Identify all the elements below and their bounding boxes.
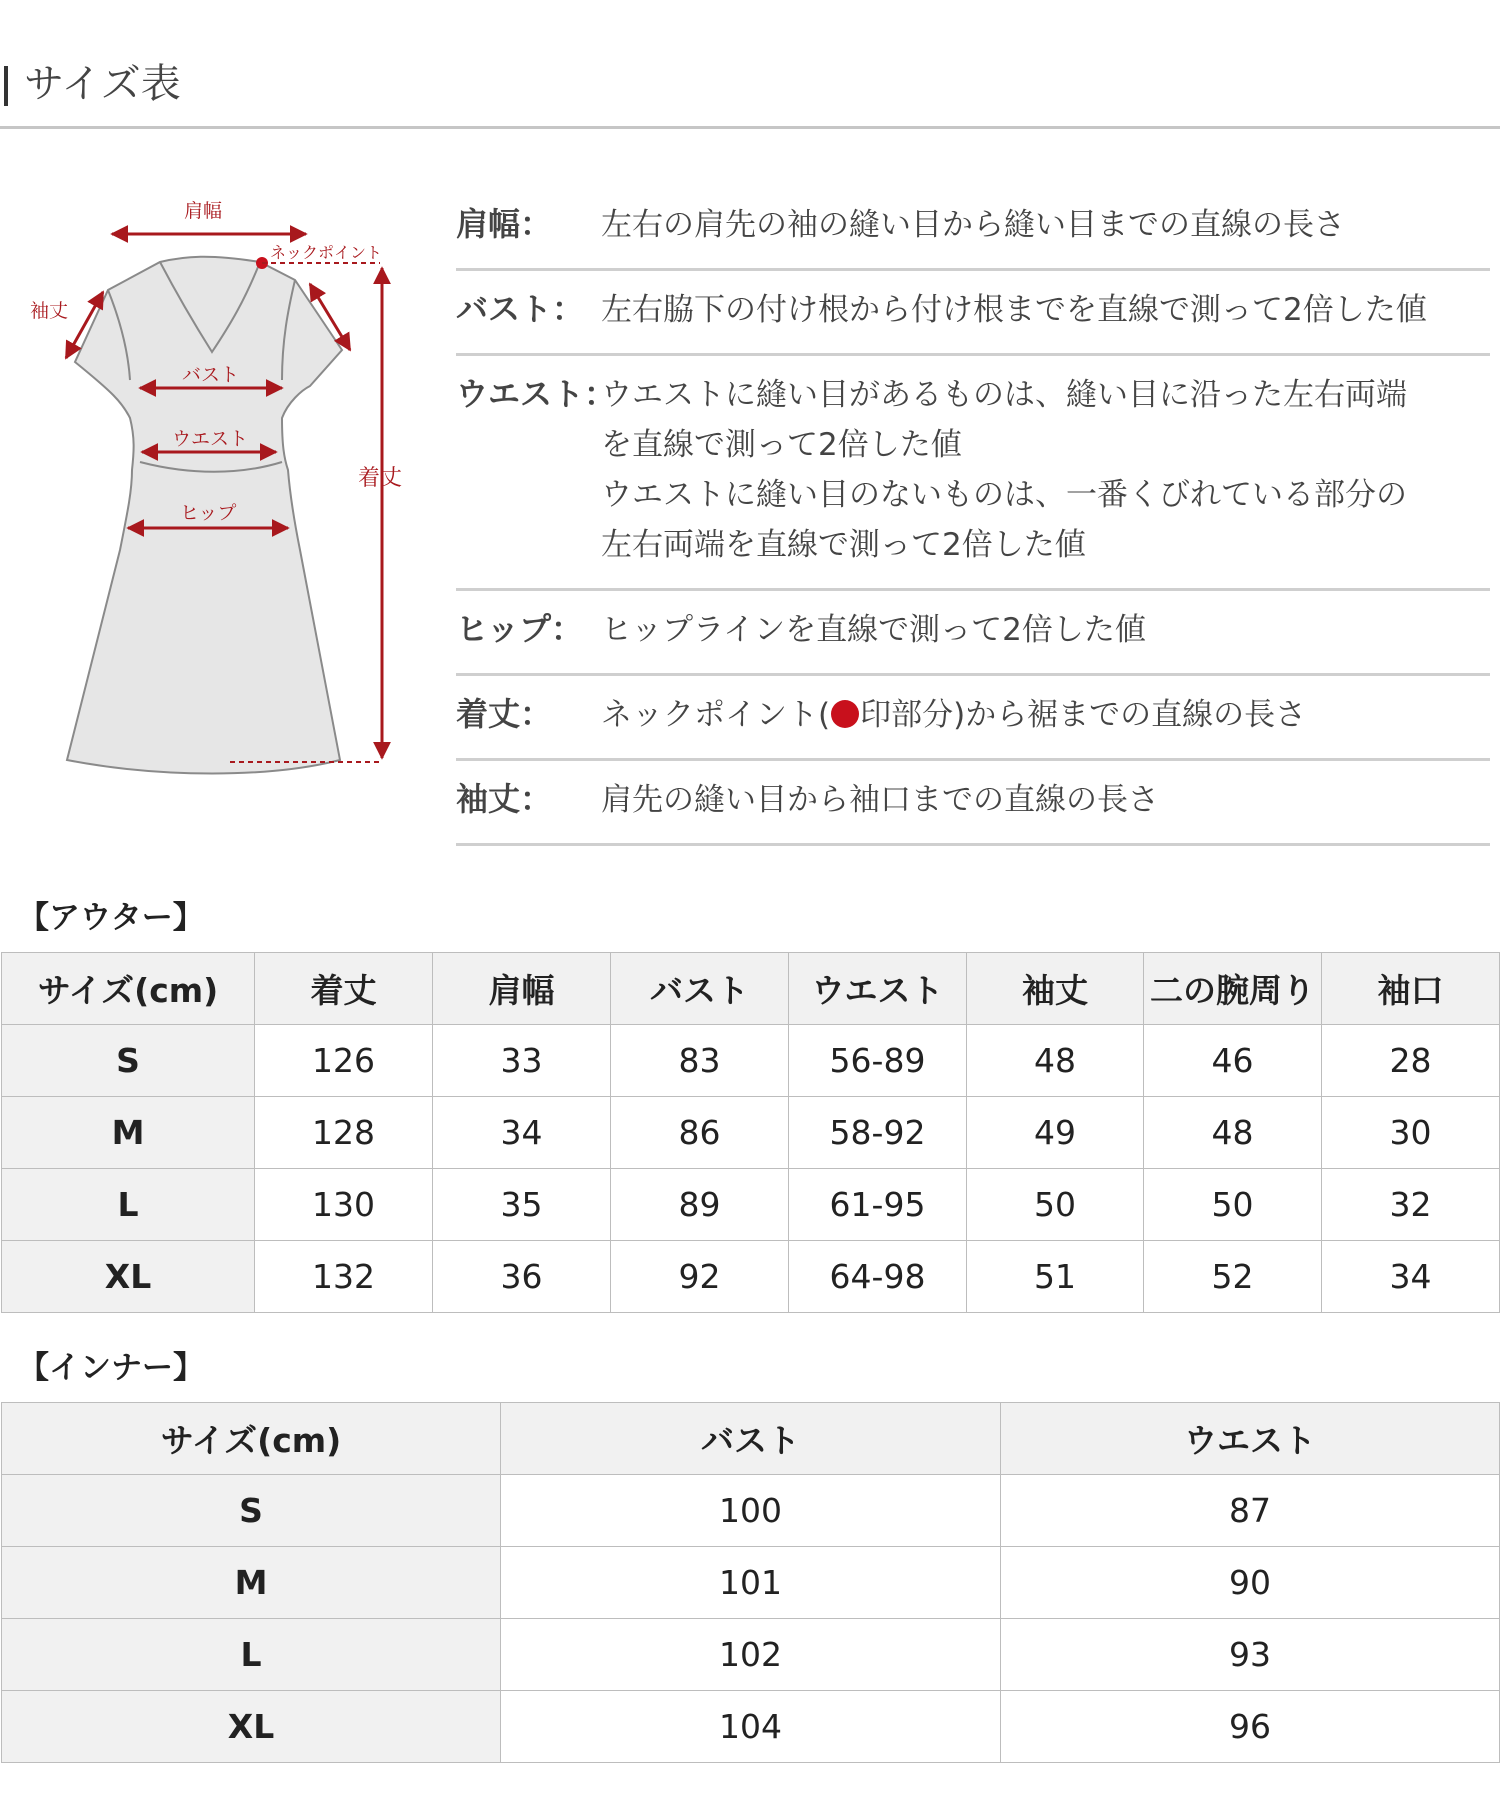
table-cell: 86 [611, 1097, 789, 1169]
table-row [2, 1475, 1500, 1547]
definition-term: 袖丈： [456, 780, 553, 818]
table-cell: 64-98 [789, 1241, 967, 1313]
table-cell: 34 [1322, 1241, 1500, 1313]
definition-text [601, 775, 1490, 825]
table-cell: 51 [967, 1241, 1144, 1313]
definition-shoulder [456, 186, 1490, 271]
column-header: 袖口 [1322, 953, 1500, 1025]
definition-hip [456, 591, 1490, 676]
row-header: S [2, 1025, 255, 1097]
table-cell: 89 [611, 1169, 789, 1241]
figure-label-hip: ヒップ [180, 502, 237, 524]
definition-line: ヒップラインを直線で測って2倍した値 [601, 612, 1146, 648]
table-row [2, 1547, 1500, 1619]
table-cell: 28 [1322, 1025, 1500, 1097]
definition-line: ネックポイント( [601, 697, 831, 733]
row-header: XL [2, 1691, 501, 1763]
definition-line: 印部分)から裾までの直線の長さ [860, 697, 1307, 733]
row-header: L [2, 1619, 501, 1691]
definition-line: 左右両端を直線で測って2倍した値 [601, 527, 1086, 563]
outer-size-table [1, 952, 1500, 1313]
table-cell: 87 [1001, 1475, 1500, 1547]
inner-size-table [1, 1402, 1500, 1763]
row-header: XL [2, 1241, 255, 1313]
table-cell: 50 [1144, 1169, 1322, 1241]
table-row [2, 1097, 1500, 1169]
definition-line: 左右脇下の付け根から付け根までを直線で測って2倍した値 [601, 292, 1427, 328]
table-cell: 126 [255, 1025, 433, 1097]
table-cell: 96 [1001, 1691, 1500, 1763]
definition-text [601, 605, 1490, 655]
definition-term: バスト： [456, 290, 585, 328]
definition-line: を直線で測って2倍した値 [601, 427, 962, 463]
definition-text [601, 285, 1490, 335]
figure-label-sleeve: 袖丈 [30, 300, 69, 322]
definition-text [601, 370, 1490, 570]
table-cell: 100 [501, 1475, 1001, 1547]
table-cell: 83 [611, 1025, 789, 1097]
table-cell: 130 [255, 1169, 433, 1241]
table-cell: 56-89 [789, 1025, 967, 1097]
column-header: 二の腕周り [1144, 953, 1322, 1025]
definition-length [456, 676, 1490, 761]
table-row [2, 1169, 1500, 1241]
row-header: M [2, 1097, 255, 1169]
definition-term: 肩幅： [456, 205, 553, 243]
definition-text [601, 690, 1490, 740]
table-cell: 92 [611, 1241, 789, 1313]
table-cell: 102 [501, 1619, 1001, 1691]
definition-line: ウエストに縫い目があるものは、縫い目に沿った左右両端 [601, 377, 1407, 413]
table-row [2, 1025, 1500, 1097]
definition-line: 左右の肩先の袖の縫い目から縫い目までの直線の長さ [601, 207, 1345, 243]
inner-section-label: 【インナー】 [18, 1350, 204, 1386]
table-row [2, 1619, 1500, 1691]
neck-point-dot-icon [831, 700, 859, 728]
column-header: バスト [611, 953, 789, 1025]
table-cell: 36 [433, 1241, 611, 1313]
table-cell: 132 [255, 1241, 433, 1313]
definition-waist [456, 356, 1490, 591]
table-cell: 32 [1322, 1169, 1500, 1241]
row-header: L [2, 1169, 255, 1241]
column-header: ウエスト [1001, 1403, 1500, 1475]
table-header-row [2, 1403, 1500, 1475]
column-header: 肩幅 [433, 953, 611, 1025]
column-header: ウエスト [789, 953, 967, 1025]
column-header: サイズ(cm) [2, 953, 255, 1025]
column-header: バスト [501, 1403, 1001, 1475]
table-cell: 34 [433, 1097, 611, 1169]
definition-sleeve [456, 761, 1490, 846]
column-header: 袖丈 [967, 953, 1144, 1025]
table-cell: 128 [255, 1097, 433, 1169]
table-cell: 46 [1144, 1025, 1322, 1097]
row-header: M [2, 1547, 501, 1619]
definition-term: 着丈： [456, 695, 553, 733]
table-cell: 48 [1144, 1097, 1322, 1169]
table-cell: 35 [433, 1169, 611, 1241]
table-cell: 52 [1144, 1241, 1322, 1313]
table-cell: 49 [967, 1097, 1144, 1169]
figure-label-bust: バスト [182, 364, 240, 386]
row-header: S [2, 1475, 501, 1547]
dress-diagram [20, 190, 420, 780]
table-cell: 93 [1001, 1619, 1500, 1691]
definition-term: ヒップ： [456, 610, 584, 648]
table-cell: 50 [967, 1169, 1144, 1241]
table-cell: 90 [1001, 1547, 1500, 1619]
table-cell: 101 [501, 1547, 1001, 1619]
outer-section-label: 【アウター】 [18, 900, 204, 936]
table-header-row [2, 953, 1500, 1025]
column-header: サイズ(cm) [2, 1403, 501, 1475]
definition-text [601, 200, 1490, 250]
title-accent-bar [4, 66, 8, 106]
table-cell: 33 [433, 1025, 611, 1097]
page-title: サイズ表 [24, 61, 181, 107]
figure-label-waist: ウエスト [172, 428, 249, 450]
page-header [0, 50, 1500, 129]
definition-term: ウエスト： [456, 375, 617, 413]
table-cell: 104 [501, 1691, 1001, 1763]
table-cell: 61-95 [789, 1169, 967, 1241]
table-cell: 48 [967, 1025, 1144, 1097]
figure-label-neck-point: ネックポイント [270, 243, 383, 262]
table-cell: 30 [1322, 1097, 1500, 1169]
column-header: 着丈 [255, 953, 433, 1025]
table-row [2, 1691, 1500, 1763]
table-cell: 58-92 [789, 1097, 967, 1169]
figure-label-shoulder: 肩幅 [184, 200, 223, 222]
measurement-definitions [456, 186, 1490, 846]
definition-line: ウエストに縫い目のないものは、一番くびれている部分の [601, 477, 1407, 513]
figure-label-length: 着丈 [358, 466, 403, 491]
table-row [2, 1241, 1500, 1313]
definition-line: 肩先の縫い目から袖口までの直線の長さ [601, 782, 1159, 818]
definition-bust [456, 271, 1490, 356]
